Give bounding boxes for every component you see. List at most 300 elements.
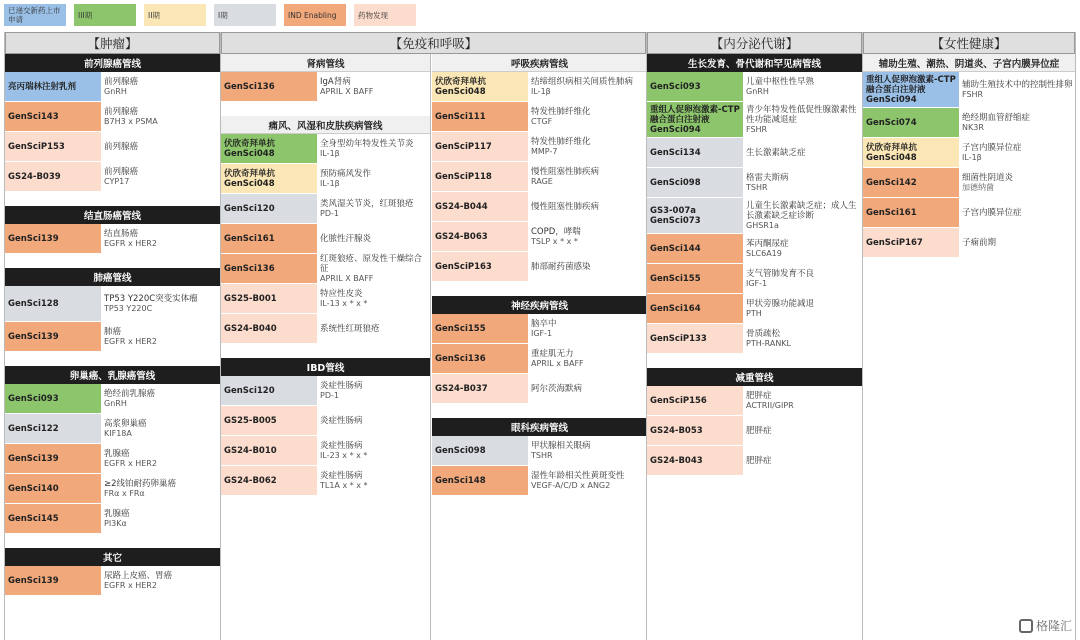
pipeline-row (5, 414, 220, 444)
target: EGFR x HER2 (104, 580, 157, 590)
section-gap (647, 476, 862, 490)
indication: 炎症性肠病 (320, 440, 363, 451)
target: CTGF (531, 116, 553, 126)
pipeline-row (863, 138, 1075, 168)
drug-code: GenSci098 (432, 436, 528, 465)
drug-code: GS24-B062 (221, 466, 317, 495)
section-header: 肾病管线 (221, 54, 430, 72)
pipeline-row (432, 252, 647, 282)
drug-code: GenSciP153 (5, 132, 101, 161)
indication-cell (959, 168, 1075, 197)
section-gap (432, 404, 647, 418)
indication-cell (101, 224, 220, 253)
target: PD-1 (320, 208, 339, 218)
target: PD-1 (320, 390, 339, 400)
drug-code: GS3-007a GenSci073 (647, 198, 743, 233)
target: GHSR1a (746, 220, 779, 230)
indication: 辅助生殖技术中的控制性排卵 (962, 79, 1073, 90)
target: PI3Kα (104, 518, 127, 528)
indication: 肥胖症 (746, 425, 772, 436)
target: FRα x FRα (104, 488, 145, 498)
indication-cell (317, 376, 430, 405)
logo-icon (1019, 619, 1033, 633)
legend-item (4, 4, 66, 26)
legend-item (214, 4, 276, 26)
indication-cell (743, 234, 862, 263)
indication: 慢性阻塞性肺疾病 (531, 166, 600, 177)
target: SLC6A19 (746, 248, 782, 258)
indication: 阿尔茨海默病 (531, 383, 583, 394)
indication: 前列腺癌 (104, 166, 139, 177)
indication-cell (743, 168, 862, 197)
drug-code: GenSci074 (863, 108, 959, 137)
indication-cell (743, 264, 862, 293)
pipeline-row (5, 286, 220, 322)
indication: 甲状腺相关眼病 (531, 440, 591, 451)
indication-cell (528, 314, 647, 343)
indication: 脑卒中 (531, 318, 557, 329)
target: PTH-RANKL (746, 338, 792, 348)
indication-cell (959, 72, 1075, 107)
drug-code: GS24-B010 (221, 436, 317, 465)
indication-cell (528, 72, 647, 101)
section-gap (221, 496, 430, 510)
target: IL-1β (320, 178, 340, 188)
indication: 肥胖症 (746, 390, 772, 401)
section-header: 其它 (5, 548, 220, 566)
indication: 前列腺癌 (104, 106, 139, 117)
drug-code: GenSci148 (432, 466, 528, 495)
indication: 子宫内膜异位症 (962, 207, 1022, 218)
section-gap (432, 282, 647, 296)
drug-code: GenSci136 (221, 72, 317, 101)
indication: 结直肠癌 (104, 228, 139, 239)
section-gap (432, 496, 647, 510)
indication-cell (743, 72, 862, 101)
drug-code: GenSci136 (432, 344, 528, 373)
indication: 全身型幼年特发性关节炎 (320, 138, 414, 149)
indication: COPD，哮喘 (531, 226, 581, 237)
indication: ≥2线铂耐药卵巢癌 (104, 478, 177, 489)
column-title: 【免疫和呼吸】 (221, 32, 646, 54)
section-header: 痛风、风湿和皮肤疾病管线 (221, 116, 430, 134)
pipeline-row (432, 314, 647, 344)
column-title: 【女性健康】 (863, 32, 1075, 54)
target: GnRH (104, 398, 127, 408)
section-header: 减重管线 (647, 368, 862, 386)
section-header: 前列腺癌管线 (5, 54, 220, 72)
drug-code: GenSci139 (5, 566, 101, 595)
drug-code: GenSci093 (5, 384, 101, 413)
indication: 化脓性汗腺炎 (320, 233, 372, 244)
target: FSHR (746, 124, 768, 134)
pipeline-row (647, 234, 862, 264)
indication-cell (317, 254, 430, 283)
indication-cell (317, 194, 430, 223)
indication-cell (959, 108, 1075, 137)
pipeline-row (647, 102, 862, 138)
target: IL-1β (531, 86, 551, 96)
indication-cell (528, 466, 647, 495)
target: APRIL X BAFF (320, 86, 374, 96)
target: IGF-1 (531, 328, 553, 338)
indication: TP53 Y220C突变实体瘤 (104, 293, 198, 304)
indication-cell (317, 466, 430, 495)
drug-code: 伏欣奇拜单抗 GenSci048 (432, 72, 528, 101)
indication: 绝经期血管舒缩症 (962, 112, 1031, 123)
column-title: 【肿瘤】 (5, 32, 220, 54)
pipeline-row (5, 474, 220, 504)
pipeline-row (432, 466, 647, 496)
indication-cell (101, 132, 220, 161)
drug-code: GenSci144 (647, 234, 743, 263)
drug-code: GS24-B040 (221, 314, 317, 343)
indication: 支气管肺发育不良 (746, 268, 815, 279)
indication: 类风湿关节炎，红斑狼疮 (320, 198, 414, 209)
indication-cell (101, 102, 220, 131)
indication-cell (743, 446, 862, 475)
indication: 结缔组织病相关间质性肺病 (531, 76, 634, 87)
indication: IgA肾病 (320, 76, 351, 87)
indication-cell (317, 224, 430, 253)
indication-cell (528, 252, 647, 281)
drug-code: GenSci145 (5, 504, 101, 533)
drug-code: 伏欣奇拜单抗 GenSci048 (221, 134, 317, 163)
drug-code: GenSci155 (432, 314, 528, 343)
indication: 重症肌无力 (531, 348, 574, 359)
indication: 前列腺癌 (104, 141, 139, 152)
indication: 乳腺癌 (104, 508, 130, 519)
pipeline-row (221, 254, 430, 284)
indication-cell (101, 444, 220, 473)
section-gap (221, 344, 430, 358)
indication: 高浆卵巢癌 (104, 418, 147, 429)
pipeline-row (221, 466, 430, 496)
section-header: IBD管线 (221, 358, 430, 376)
indication-cell (101, 504, 220, 533)
indication: 特应性皮炎 (320, 288, 363, 299)
indication-cell (317, 406, 430, 435)
pipeline-row (432, 192, 647, 222)
drug-code: GenSci161 (863, 198, 959, 227)
indication-cell (317, 314, 430, 343)
pipeline-row (432, 344, 647, 374)
legend-item (144, 4, 206, 26)
drug-code: GS24-B037 (432, 374, 528, 403)
target: TSHR (531, 450, 553, 460)
target: MMP-7 (531, 146, 558, 156)
drug-code: GenSciP118 (432, 162, 528, 191)
drug-code: GS25-B001 (221, 284, 317, 313)
section-header: 结直肠癌管线 (5, 206, 220, 224)
indication-cell (317, 164, 430, 193)
pipeline-row (5, 224, 220, 254)
pipeline-row (647, 416, 862, 446)
target: B7H3 x PSMA (104, 116, 158, 126)
indication: 乳腺癌 (104, 448, 130, 459)
indication-cell (528, 222, 647, 251)
drug-code: GS25-B005 (221, 406, 317, 435)
indication-cell (959, 198, 1075, 227)
drug-code: GenSciP163 (432, 252, 528, 281)
drug-code: GS24-B039 (5, 162, 101, 191)
legend-swatch: III期 (74, 4, 136, 26)
indication-cell (317, 72, 430, 101)
target: TP53 Y220C (104, 303, 153, 313)
pipeline-row (5, 102, 220, 132)
indication-cell (743, 416, 862, 445)
indication-cell (528, 374, 647, 403)
drug-code: GenSci136 (221, 254, 317, 283)
indication: 尿路上皮癌、胃癌 (104, 570, 173, 581)
indication-cell (101, 72, 220, 101)
section-header: 辅助生殖、潮热、阴道炎、子宫内膜异位症 (863, 54, 1075, 72)
watermark: 格隆汇 (1019, 617, 1072, 634)
target: TSLP x * x * (531, 236, 578, 246)
indication: 炎症性肠病 (320, 380, 363, 391)
target: IGF-1 (746, 278, 768, 288)
indication: 子痫前期 (962, 237, 997, 248)
drug-code: GenSciP117 (432, 132, 528, 161)
indication-cell (743, 324, 862, 353)
target: CYP17 (104, 176, 130, 186)
pipeline-row (221, 134, 430, 164)
pipeline-row (5, 322, 220, 352)
pipeline-row (432, 222, 647, 252)
target: TSHR (746, 182, 768, 192)
target: FSHR (962, 89, 984, 99)
indication: 肥胖症 (746, 455, 772, 466)
drug-code: GenSci122 (5, 414, 101, 443)
pipeline-row (432, 436, 647, 466)
target: IL-13 x * x * (320, 298, 368, 308)
pipeline-row (5, 504, 220, 534)
pipeline-row (221, 436, 430, 466)
drug-code: GenSci139 (5, 322, 101, 351)
section-header: 生长发育、骨代谢和罕见病管线 (647, 54, 862, 72)
pipeline-row (221, 224, 430, 254)
indication-cell (528, 344, 647, 373)
indication: 生长激素缺乏症 (746, 147, 806, 158)
pipeline-row (647, 72, 862, 102)
pipeline-row (221, 376, 430, 406)
target: 加德纳菌 (962, 182, 994, 192)
column-endocrine (646, 32, 862, 640)
indication: 苯丙酮尿症 (746, 238, 789, 249)
target: EGFR x HER2 (104, 336, 157, 346)
drug-code: GS24-B063 (432, 222, 528, 251)
drug-code: GenSci098 (647, 168, 743, 197)
indication-cell (317, 284, 430, 313)
drug-code: GenSci120 (221, 376, 317, 405)
target: ACTRII/GIPR (746, 400, 794, 410)
drug-code: GenSci142 (863, 168, 959, 197)
pipeline-row (647, 324, 862, 354)
target: KIF18A (104, 428, 132, 438)
legend-swatch: I期 (214, 4, 276, 26)
section-gap (647, 354, 862, 368)
drug-code: 重组人促卵泡激素-CTP融合蛋白注射液 GenSci094 (647, 102, 743, 137)
indication: 细菌性阴道炎 (962, 172, 1014, 183)
target: IL-23 x * x * (320, 450, 368, 460)
legend-item (284, 4, 346, 26)
indication-cell (317, 436, 430, 465)
target: NK3R (962, 122, 984, 132)
indication-cell (743, 138, 862, 167)
target: EGFR x HER2 (104, 458, 157, 468)
column-womens-health (862, 32, 1076, 640)
drug-code: 伏欣奇拜单抗 GenSci048 (221, 164, 317, 193)
indication: 慢性阻塞性肺疾病 (531, 201, 600, 212)
section-gap (5, 534, 220, 548)
pipeline-row (221, 406, 430, 436)
pipeline-row (647, 138, 862, 168)
section-gap (5, 192, 220, 206)
section-gap (5, 596, 220, 610)
indication: 子宫内膜异位症 (962, 142, 1022, 153)
indication-cell (101, 566, 220, 595)
column-immunology (220, 32, 646, 640)
indication: 红斑狼疮、原发性干燥综合征 (320, 253, 423, 274)
target: APRIL x BAFF (531, 358, 584, 368)
indication-cell (101, 322, 220, 351)
drug-code: GenSciP156 (647, 386, 743, 415)
indication-cell (743, 386, 862, 415)
pipeline-row (863, 72, 1075, 108)
drug-code: GS24-B043 (647, 446, 743, 475)
pipeline-row (432, 132, 647, 162)
legend-swatch: 已递交新药上市申请 (4, 4, 66, 26)
section-header: 神经疾病管线 (432, 296, 647, 314)
pipeline-row (863, 198, 1075, 228)
section-gap (863, 258, 1075, 272)
indication-cell (101, 384, 220, 413)
section-gap (5, 254, 220, 268)
indication-cell (528, 102, 647, 131)
drug-code: GenSci111 (432, 102, 528, 131)
pipeline-row (5, 566, 220, 596)
pipeline-row (647, 264, 862, 294)
pipeline-row (221, 72, 430, 102)
indication: 绝经前乳腺癌 (104, 388, 156, 399)
indication-cell (959, 228, 1075, 257)
pipeline-row (5, 444, 220, 474)
pipeline-row (432, 72, 647, 102)
legend-item (74, 4, 136, 26)
drug-code: GenSci143 (5, 102, 101, 131)
indication: 骨质疏松 (746, 328, 781, 339)
indication: 前列腺癌 (104, 76, 139, 87)
legend-item (354, 4, 416, 26)
target: EGFR x HER2 (104, 238, 157, 248)
target: RAGE (531, 176, 553, 186)
indication: 湿性年龄相关性黄斑变性 (531, 470, 625, 481)
drug-code: 亮丙瑞林注射乳剂 (5, 72, 101, 101)
indication: 特发性肺纤维化 (531, 106, 591, 117)
pipeline-row (5, 162, 220, 192)
pipeline-row (647, 386, 862, 416)
pipeline-row (5, 132, 220, 162)
drug-code: GenSci128 (5, 286, 101, 321)
indication: 甲状旁腺功能减退 (746, 298, 815, 309)
indication-cell (101, 162, 220, 191)
indication-cell (317, 134, 430, 163)
target: TL1A x * x * (320, 480, 368, 490)
target: APRIL X BAFF (320, 273, 374, 283)
pipeline-row (647, 168, 862, 198)
pipeline-row (221, 284, 430, 314)
section-gap (221, 102, 430, 116)
indication: 炎症性肠病 (320, 415, 363, 426)
pipeline-row (863, 228, 1075, 258)
column-oncology (4, 32, 220, 640)
legend-swatch: II期 (144, 4, 206, 26)
pipeline-row (432, 374, 647, 404)
drug-code: GenSci140 (5, 474, 101, 503)
drug-code: GenSci164 (647, 294, 743, 323)
section-header: 肺癌管线 (5, 268, 220, 286)
section-header: 卵巢癌、乳腺癌管线 (5, 366, 220, 384)
pipeline-row (221, 314, 430, 344)
drug-code: 伏欣奇拜单抗 GenSci048 (863, 138, 959, 167)
indication-cell (528, 436, 647, 465)
indication-cell (528, 132, 647, 161)
drug-code: GS24-B044 (432, 192, 528, 221)
pipeline-row (647, 294, 862, 324)
drug-code: GenSci134 (647, 138, 743, 167)
pipeline-row (221, 194, 430, 224)
drug-code: GenSci139 (5, 224, 101, 253)
indication: 预防痛风发作 (320, 168, 372, 179)
target: IL-1β (320, 148, 340, 158)
pipeline-row (863, 108, 1075, 138)
legend-swatch: 药物发现 (354, 4, 416, 26)
indication-cell (528, 162, 647, 191)
pipeline-row (5, 384, 220, 414)
drug-code: GenSci139 (5, 444, 101, 473)
pipeline-row (221, 164, 430, 194)
drug-code: GS24-B053 (647, 416, 743, 445)
indication: 炎症性肠病 (320, 470, 363, 481)
drug-code: 重组人促卵泡激素-CTP融合蛋白注射液 GenSci094 (863, 72, 959, 107)
drug-code: GenSci120 (221, 194, 317, 223)
indication-cell (101, 286, 220, 321)
drug-code: GenSci161 (221, 224, 317, 253)
pipeline-row (647, 446, 862, 476)
drug-code: GenSci093 (647, 72, 743, 101)
target: GnRH (104, 86, 127, 96)
indication-cell (743, 198, 862, 233)
target: IL-1β (962, 152, 982, 162)
drug-code: GenSciP167 (863, 228, 959, 257)
pipeline-row (647, 198, 862, 234)
drug-code: GenSciP133 (647, 324, 743, 353)
indication: 儿童生长激素缺乏症；成人生长激素缺乏症诊断 (746, 200, 857, 221)
pipeline-row (863, 168, 1075, 198)
indication: 格雷夫斯病 (746, 172, 789, 183)
pipeline-row (432, 102, 647, 132)
target: PTH (746, 308, 762, 318)
indication-cell (743, 294, 862, 323)
section-header: 呼吸疾病管线 (432, 54, 647, 72)
indication-cell (959, 138, 1075, 167)
indication: 系统性红斑狼疮 (320, 323, 380, 334)
indication: 青少年特发性低促性腺激素性性功能减退症 (746, 104, 857, 125)
indication-cell (101, 474, 220, 503)
target: VEGF-A/C/D x ANG2 (531, 480, 611, 490)
legend (4, 2, 424, 28)
indication: 特发性肺纤维化 (531, 136, 591, 147)
